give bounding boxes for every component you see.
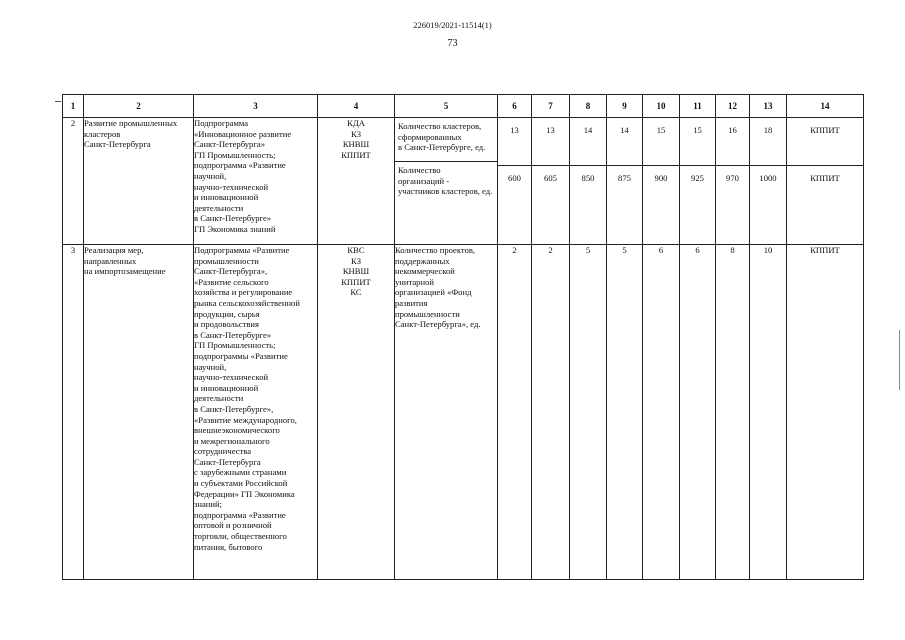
- value-cell: 6: [680, 245, 716, 580]
- executors: КВС КЗ КНВШ КППИТ КС: [318, 245, 395, 580]
- indicator-cell: [395, 118, 498, 245]
- table-row: [63, 118, 864, 245]
- col-header-12: 12: [716, 95, 750, 118]
- indicator-name: Количество кластеров, сформированных в Санкт-Петербурге, ед.: [398, 121, 486, 153]
- col-header-2: 2: [84, 95, 194, 118]
- value-cell: 10: [750, 245, 787, 580]
- col-header-7: 7: [532, 95, 570, 118]
- program-text: Подпрограммы «Развитие промышленности Санкт-Петербурга», «Развитие сельского хозяйства и регулирование рынка сельскохозяйственной продукции, сырья и продовольствия в Санкт-Петербурге» ГП Промышленность; подпрограммы «Развитие научной, научно-технической и инновационной деятельности в Санкт-Петербурге», «Развитие международного, внешнеэкономического и межрегионального сотрудничества Санкт-Петербурга с зарубежными странами и субъектами Российской Федерации» ГП Экономика знаний; подпрограмма «Развитие оптовой и розничной торговли, общественного питания, бытового: [194, 245, 318, 580]
- responsible-cell: КППИТ КППИТ: [787, 118, 864, 245]
- col-header-5: 5: [395, 95, 498, 118]
- indicator-name: Количество проектов, поддержанных некоммерческой унитарной организацией «Фонд развития промышленности Санкт-Петербурга», ед.: [395, 245, 498, 580]
- program-table: [62, 94, 864, 580]
- page-number: 73: [447, 38, 458, 49]
- program-text: Подпрограмма «Инновационное развитие Санкт-Петербурга» ГП Промышленность; подпрограмма «Развитие научной, научно-технической и инновационной деятельности в Санкт-Петербурге» ГП Экономика знаний: [194, 118, 318, 245]
- value-cell: 5: [570, 245, 607, 580]
- value-cell: 8: [716, 245, 750, 580]
- col-header-6: 6: [498, 95, 532, 118]
- value-cell: 6: [643, 245, 680, 580]
- value-cell: 15 900: [643, 118, 680, 245]
- document-number: 226019/2021-11514(1): [413, 20, 492, 30]
- table-row: [63, 245, 864, 580]
- scan-edge-mark: [899, 330, 900, 390]
- col-header-10: 10: [643, 95, 680, 118]
- value-cell: 15 925: [680, 118, 716, 245]
- value-cell: 14 850: [570, 118, 607, 245]
- col-header-8: 8: [570, 95, 607, 118]
- value-cell: 18 1000: [750, 118, 787, 245]
- value-cell: 13 600: [498, 118, 532, 245]
- row-number: 2: [63, 118, 84, 245]
- col-header-4: 4: [318, 95, 395, 118]
- col-header-11: 11: [680, 95, 716, 118]
- responsible-cell: КППИТ: [787, 245, 864, 580]
- col-header-3: 3: [194, 95, 318, 118]
- col-header-9: 9: [607, 95, 643, 118]
- executors: КДА КЗ КНВШ КППИТ: [318, 118, 395, 245]
- margin-mark: [55, 101, 61, 102]
- col-header-14: 14: [787, 95, 864, 118]
- activity-name: Развитие промышленных кластеров Санкт-Петербурга: [84, 118, 194, 245]
- value-cell: 13 605: [532, 118, 570, 245]
- indicator-name: Количество организаций - участников кластеров, ед.: [395, 161, 497, 244]
- col-header-1: 1: [63, 95, 84, 118]
- activity-name: Реализация мер, направленных на импортозамещение: [84, 245, 194, 580]
- header-row: [63, 95, 864, 118]
- row-number: 3: [63, 245, 84, 580]
- value-cell: 2: [498, 245, 532, 580]
- value-cell: 5: [607, 245, 643, 580]
- value-cell: 2: [532, 245, 570, 580]
- value-cell: 16 970: [716, 118, 750, 245]
- col-header-13: 13: [750, 95, 787, 118]
- value-cell: 14 875: [607, 118, 643, 245]
